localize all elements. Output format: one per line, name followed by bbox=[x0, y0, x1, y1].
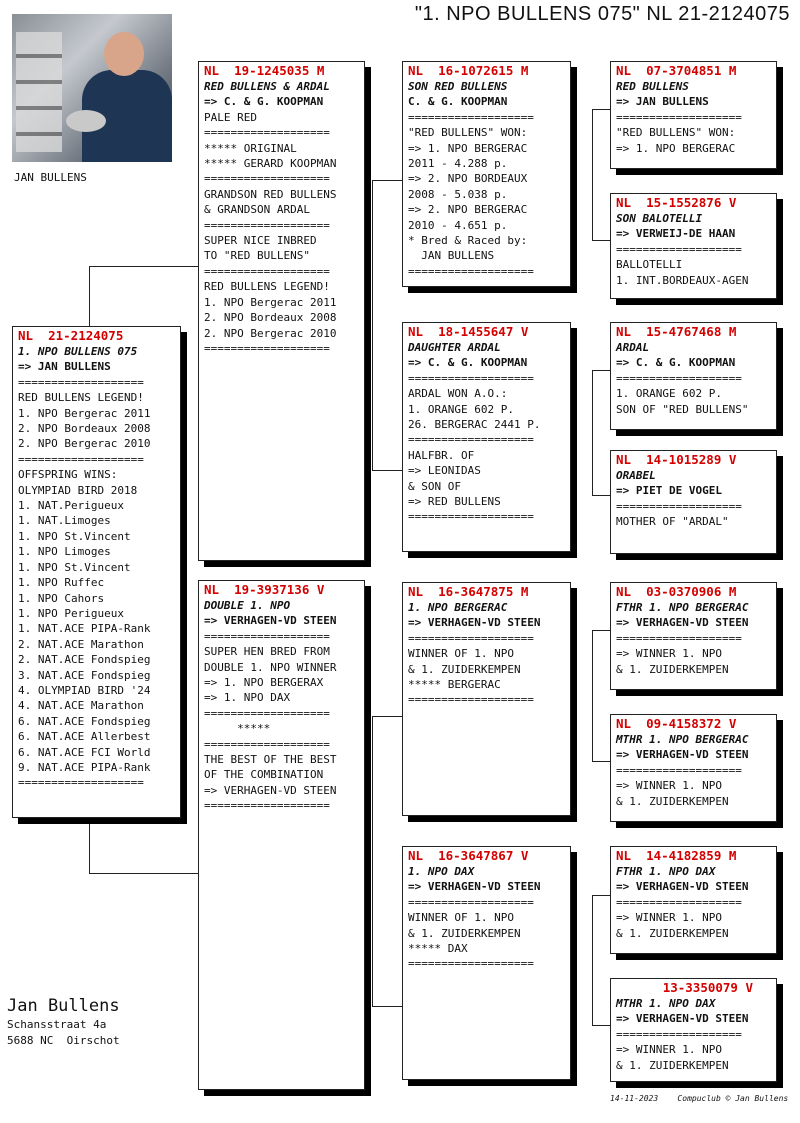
connector-line bbox=[592, 370, 593, 495]
ring-number: NL 03-0370906 M bbox=[616, 584, 737, 599]
ring-number: NL 19-1245035 M bbox=[204, 63, 325, 78]
pigeon-name: MTHR 1. NPO BERGERAC bbox=[616, 733, 749, 746]
address-city: 5688 NC Oirschot bbox=[7, 1034, 120, 1047]
info-line: * Bred & Raced by: bbox=[408, 234, 528, 248]
info-line: 2. NPO Bergerac 2010 bbox=[18, 437, 151, 451]
info-line: "RED BULLENS" WON: bbox=[408, 126, 528, 140]
info-line: OF THE COMBINATION bbox=[204, 768, 324, 782]
info-line: =================== bbox=[18, 452, 144, 466]
info-line: =================== bbox=[408, 264, 534, 278]
connector-line bbox=[592, 240, 611, 241]
footer-stamp: 14-11-2023 Compuclub © Jan Bullens bbox=[610, 1094, 789, 1103]
info-line: =================== bbox=[204, 799, 330, 813]
info-line: => VERHAGEN-VD STEEN bbox=[204, 783, 337, 797]
info-line: RED BULLENS LEGEND! bbox=[18, 391, 144, 405]
info-line: OFFSPRING WINS: bbox=[18, 468, 118, 482]
info-line: & 1. ZUIDERKEMPEN bbox=[616, 794, 729, 808]
info-line: & 1. ZUIDERKEMPEN bbox=[408, 662, 521, 676]
info-line: =================== bbox=[204, 341, 330, 355]
pedigree-card-dds bbox=[610, 846, 777, 954]
info-line: 1. NPO Cahors bbox=[18, 591, 105, 605]
info-line: HALFBR. OF bbox=[408, 448, 475, 462]
breeder: => C. & G. KOOPMAN bbox=[616, 356, 736, 370]
info-line: =================== bbox=[204, 172, 330, 186]
info-line: GRANDSON RED BULLENS bbox=[204, 187, 337, 201]
ring-number: NL 15-4767468 M bbox=[616, 324, 737, 339]
info-line: "RED BULLENS" WON: bbox=[616, 126, 736, 140]
connector-line bbox=[592, 109, 611, 110]
connector-line bbox=[592, 370, 611, 371]
info-line: WINNER OF 1. NPO bbox=[408, 911, 514, 925]
info-line: =================== bbox=[408, 371, 534, 385]
connector-line bbox=[592, 1025, 611, 1026]
pedigree-card-sdd bbox=[610, 450, 777, 554]
info-line: WINNER OF 1. NPO bbox=[408, 647, 514, 661]
info-line: =================== bbox=[616, 371, 742, 385]
pedigree-card-sire bbox=[198, 61, 365, 561]
breeder: C. & G. KOOPMAN bbox=[408, 95, 508, 109]
info-line: =================== bbox=[616, 499, 742, 513]
info-line: & SON OF bbox=[408, 479, 461, 493]
info-line: 3. NAT.ACE Fondspieg bbox=[18, 668, 151, 682]
pedigree-card-sire-dam bbox=[402, 322, 571, 552]
info-line: 1. NPO Bergerac 2011 bbox=[18, 406, 151, 420]
pedigree-card-subject bbox=[12, 326, 181, 818]
info-line: & 1. ZUIDERKEMPEN bbox=[616, 662, 729, 676]
breeder: => VERWEIJ-DE HAAN bbox=[616, 227, 736, 241]
connector-line bbox=[89, 266, 199, 267]
pigeon-name: RED BULLENS & ARDAL bbox=[204, 80, 330, 93]
info-line: 9. NAT.ACE PIPA-Rank bbox=[18, 760, 151, 774]
info-line: =================== bbox=[204, 706, 330, 720]
info-line: 1. INT.BORDEAUX-AGEN bbox=[616, 273, 749, 287]
info-line: 1. NPO Bergerac 2011 bbox=[204, 295, 337, 309]
connector-line bbox=[89, 266, 90, 326]
connector-line bbox=[592, 895, 593, 1025]
info-line: => RED BULLENS bbox=[408, 495, 501, 509]
owner-name: Jan Bullens bbox=[7, 996, 120, 1016]
info-line: 1. NAT.Limoges bbox=[18, 514, 111, 528]
pedigree-card-ddd bbox=[610, 978, 777, 1082]
info-line: ***** ORIGINAL bbox=[204, 141, 297, 155]
info-line: & 1. ZUIDERKEMPEN bbox=[408, 926, 521, 940]
ring-number: NL 09-4158372 V bbox=[616, 716, 737, 731]
ring-number: 13-3350079 V bbox=[662, 980, 753, 995]
info-line: 1. NAT.ACE PIPA-Rank bbox=[18, 622, 151, 636]
connector-line bbox=[372, 180, 373, 470]
info-line: 2011 - 4.288 p. bbox=[408, 157, 508, 171]
info-line: =================== bbox=[408, 693, 534, 707]
breeder: => JAN BULLENS bbox=[18, 360, 111, 374]
ring-number: NL 07-3704851 M bbox=[616, 63, 737, 78]
pigeon-name: 1. NPO BERGERAC bbox=[408, 601, 508, 614]
breeder: => VERHAGEN-VD STEEN bbox=[616, 748, 749, 762]
info-line: 2. NPO Bergerac 2010 bbox=[204, 326, 337, 340]
connector-line bbox=[89, 873, 199, 874]
info-line: => 1. NPO BERGERAC bbox=[616, 141, 736, 155]
info-line: OLYMPIAD BIRD 2018 bbox=[18, 483, 138, 497]
pigeon-name: ARDAL bbox=[616, 341, 650, 354]
pedigree-card-sss bbox=[610, 61, 777, 169]
info-line: =================== bbox=[18, 776, 144, 790]
pigeon-name: FTHR 1. NPO DAX bbox=[616, 865, 716, 878]
breeder: => C. & G. KOOPMAN bbox=[204, 95, 324, 109]
info-line: 1. NPO St.Vincent bbox=[18, 529, 131, 543]
info-line: 4. OLYMPIAD BIRD '24 bbox=[18, 683, 151, 697]
info-line: => WINNER 1. NPO bbox=[616, 911, 722, 925]
info-line: SON OF "RED BULLENS" bbox=[616, 402, 749, 416]
info-line: =================== bbox=[204, 264, 330, 278]
info-line: 6. NAT.ACE FCI World bbox=[18, 745, 151, 759]
connector-line bbox=[592, 761, 611, 762]
info-line: 1. NPO Limoges bbox=[18, 545, 111, 559]
pedigree-card-dam-sire bbox=[402, 582, 571, 816]
pigeon-name: SON RED BULLENS bbox=[408, 80, 508, 93]
info-line: PALE RED bbox=[204, 110, 257, 124]
info-line: 1. NAT.Perigueux bbox=[18, 499, 124, 513]
info-line: 1. NPO Perigueux bbox=[18, 606, 124, 620]
info-line: =================== bbox=[616, 631, 742, 645]
info-line: =================== bbox=[204, 126, 330, 140]
breeder: => VERHAGEN-VD STEEN bbox=[616, 1012, 749, 1026]
info-line: JAN BULLENS bbox=[408, 249, 495, 263]
pedigree-card-dsd bbox=[610, 714, 777, 822]
breeder: => JAN BULLENS bbox=[616, 95, 709, 109]
connector-line bbox=[592, 895, 611, 896]
owner-address bbox=[7, 1017, 120, 1049]
info-line: & 1. ZUIDERKEMPEN bbox=[616, 1058, 729, 1072]
connector-line bbox=[372, 470, 403, 471]
ring-number: NL 14-1015289 V bbox=[616, 452, 737, 467]
address-street: Schansstraat 4a bbox=[7, 1018, 107, 1031]
info-line: =================== bbox=[616, 895, 742, 909]
info-line: =================== bbox=[616, 763, 742, 777]
pedigree-card-ssd bbox=[610, 193, 777, 299]
info-line: 2. NAT.ACE Fondspieg bbox=[18, 653, 151, 667]
info-line: 1. ORANGE 602 P. bbox=[408, 402, 514, 416]
info-line: ***** bbox=[204, 722, 271, 736]
info-line: =================== bbox=[408, 110, 534, 124]
breeder: => VERHAGEN-VD STEEN bbox=[616, 880, 749, 894]
info-line: 2. NPO Bordeaux 2008 bbox=[204, 311, 337, 325]
breeder: => C. & G. KOOPMAN bbox=[408, 356, 528, 370]
info-line: => 1. NPO DAX bbox=[204, 691, 291, 705]
page-title: "1. NPO BULLENS 075" NL 21-2124075 bbox=[414, 3, 790, 25]
pedigree-card-dss bbox=[610, 582, 777, 690]
pedigree-card-dam-dam bbox=[402, 846, 571, 1080]
info-line: 1. NPO Ruffec bbox=[18, 576, 105, 590]
info-line: =================== bbox=[408, 510, 534, 524]
info-line: 1. ORANGE 602 P. bbox=[616, 387, 722, 401]
info-line: => WINNER 1. NPO bbox=[616, 779, 722, 793]
info-line: =================== bbox=[408, 957, 534, 971]
info-line: & 1. ZUIDERKEMPEN bbox=[616, 926, 729, 940]
info-line: =================== bbox=[408, 895, 534, 909]
info-line: 26. BERGERAC 2441 P. bbox=[408, 418, 541, 432]
pigeon-name: FTHR 1. NPO BERGERAC bbox=[616, 601, 749, 614]
breeder: => PIET DE VOGEL bbox=[616, 484, 722, 498]
info-line: & GRANDSON ARDAL bbox=[204, 203, 310, 217]
info-line: RED BULLENS LEGEND! bbox=[204, 280, 330, 294]
breeder: => VERHAGEN-VD STEEN bbox=[408, 616, 541, 630]
pigeon-name: DOUBLE 1. NPO bbox=[204, 599, 291, 612]
connector-line bbox=[592, 109, 593, 240]
info-line: =================== bbox=[408, 631, 534, 645]
ring-number: NL 14-4182859 M bbox=[616, 848, 737, 863]
info-line: 1. NPO St.Vincent bbox=[18, 560, 131, 574]
info-line: BALLOTELLI bbox=[616, 258, 683, 272]
breeder: => VERHAGEN-VD STEEN bbox=[204, 614, 337, 628]
connector-line bbox=[372, 180, 403, 181]
info-line: MOTHER OF "ARDAL" bbox=[616, 515, 729, 529]
pigeon-name: SON BALOTELLI bbox=[616, 212, 703, 225]
info-line: ***** GERARD KOOPMAN bbox=[204, 157, 337, 171]
connector-line bbox=[89, 818, 90, 873]
pigeon-name: RED BULLENS bbox=[616, 80, 689, 93]
info-line: => 1. NPO BERGERAX bbox=[204, 676, 324, 690]
breeder: => VERHAGEN-VD STEEN bbox=[408, 880, 541, 894]
pigeon-name: ORABEL bbox=[616, 469, 656, 482]
ring-number: NL 16-1072615 M bbox=[408, 63, 529, 78]
connector-line bbox=[592, 495, 611, 496]
info-line: =================== bbox=[616, 242, 742, 256]
owner-photo bbox=[12, 14, 172, 162]
info-line: =================== bbox=[204, 737, 330, 751]
pigeon-name: DAUGHTER ARDAL bbox=[408, 341, 501, 354]
info-line: SUPER HEN BRED FROM bbox=[204, 645, 330, 659]
info-line: ***** DAX bbox=[408, 942, 468, 956]
info-line: 2. NAT.ACE Marathon bbox=[18, 637, 144, 651]
pedigree-card-dam bbox=[198, 580, 365, 1090]
pedigree-card-sire-sire bbox=[402, 61, 571, 287]
ring-number: NL 15-1552876 V bbox=[616, 195, 737, 210]
pigeon-name: 1. NPO DAX bbox=[408, 865, 475, 878]
info-line: DOUBLE 1. NPO WINNER bbox=[204, 660, 337, 674]
info-line: 4. NAT.ACE Marathon bbox=[18, 699, 144, 713]
info-line: =================== bbox=[616, 1027, 742, 1041]
ring-number: NL 16-3647875 M bbox=[408, 584, 529, 599]
connector-line bbox=[372, 716, 403, 717]
connector-line bbox=[592, 630, 593, 761]
info-line: => LEONIDAS bbox=[408, 464, 481, 478]
pigeon-name: 1. NPO BULLENS 075 bbox=[18, 345, 138, 358]
ring-number: NL 16-3647867 V bbox=[408, 848, 529, 863]
info-line: =================== bbox=[204, 218, 330, 232]
info-line: =================== bbox=[616, 110, 742, 124]
ring-number: NL 21-2124075 bbox=[18, 328, 124, 343]
photo-caption: JAN BULLENS bbox=[14, 171, 87, 184]
info-line: =================== bbox=[408, 433, 534, 447]
info-line: ARDAL WON A.O.: bbox=[408, 387, 508, 401]
info-line: TO "RED BULLENS" bbox=[204, 249, 310, 263]
ring-number: NL 18-1455647 V bbox=[408, 324, 529, 339]
info-line: THE BEST OF THE BEST bbox=[204, 753, 337, 767]
info-line: 2. NPO Bordeaux 2008 bbox=[18, 422, 151, 436]
info-line: =================== bbox=[204, 629, 330, 643]
info-line: SUPER NICE INBRED bbox=[204, 234, 317, 248]
info-line: 2008 - 5.038 p. bbox=[408, 187, 508, 201]
info-line: ***** BERGERAC bbox=[408, 678, 501, 692]
connector-line bbox=[372, 716, 373, 1006]
info-line: 2010 - 4.651 p. bbox=[408, 218, 508, 232]
info-line: 6. NAT.ACE Fondspieg bbox=[18, 714, 151, 728]
pigeon-name: MTHR 1. NPO DAX bbox=[616, 997, 716, 1010]
breeder: => VERHAGEN-VD STEEN bbox=[616, 616, 749, 630]
connector-line bbox=[592, 630, 611, 631]
info-line: =================== bbox=[18, 375, 144, 389]
pedigree-card-sds bbox=[610, 322, 777, 430]
info-line: => WINNER 1. NPO bbox=[616, 1043, 722, 1057]
ring-number: NL 19-3937136 V bbox=[204, 582, 325, 597]
info-line: => 1. NPO BERGERAC bbox=[408, 141, 528, 155]
info-line: => 2. NPO BORDEAUX bbox=[408, 172, 528, 186]
connector-line bbox=[372, 1006, 403, 1007]
info-line: 6. NAT.ACE Allerbest bbox=[18, 730, 151, 744]
info-line: => WINNER 1. NPO bbox=[616, 647, 722, 661]
info-line: => 2. NPO BERGERAC bbox=[408, 203, 528, 217]
